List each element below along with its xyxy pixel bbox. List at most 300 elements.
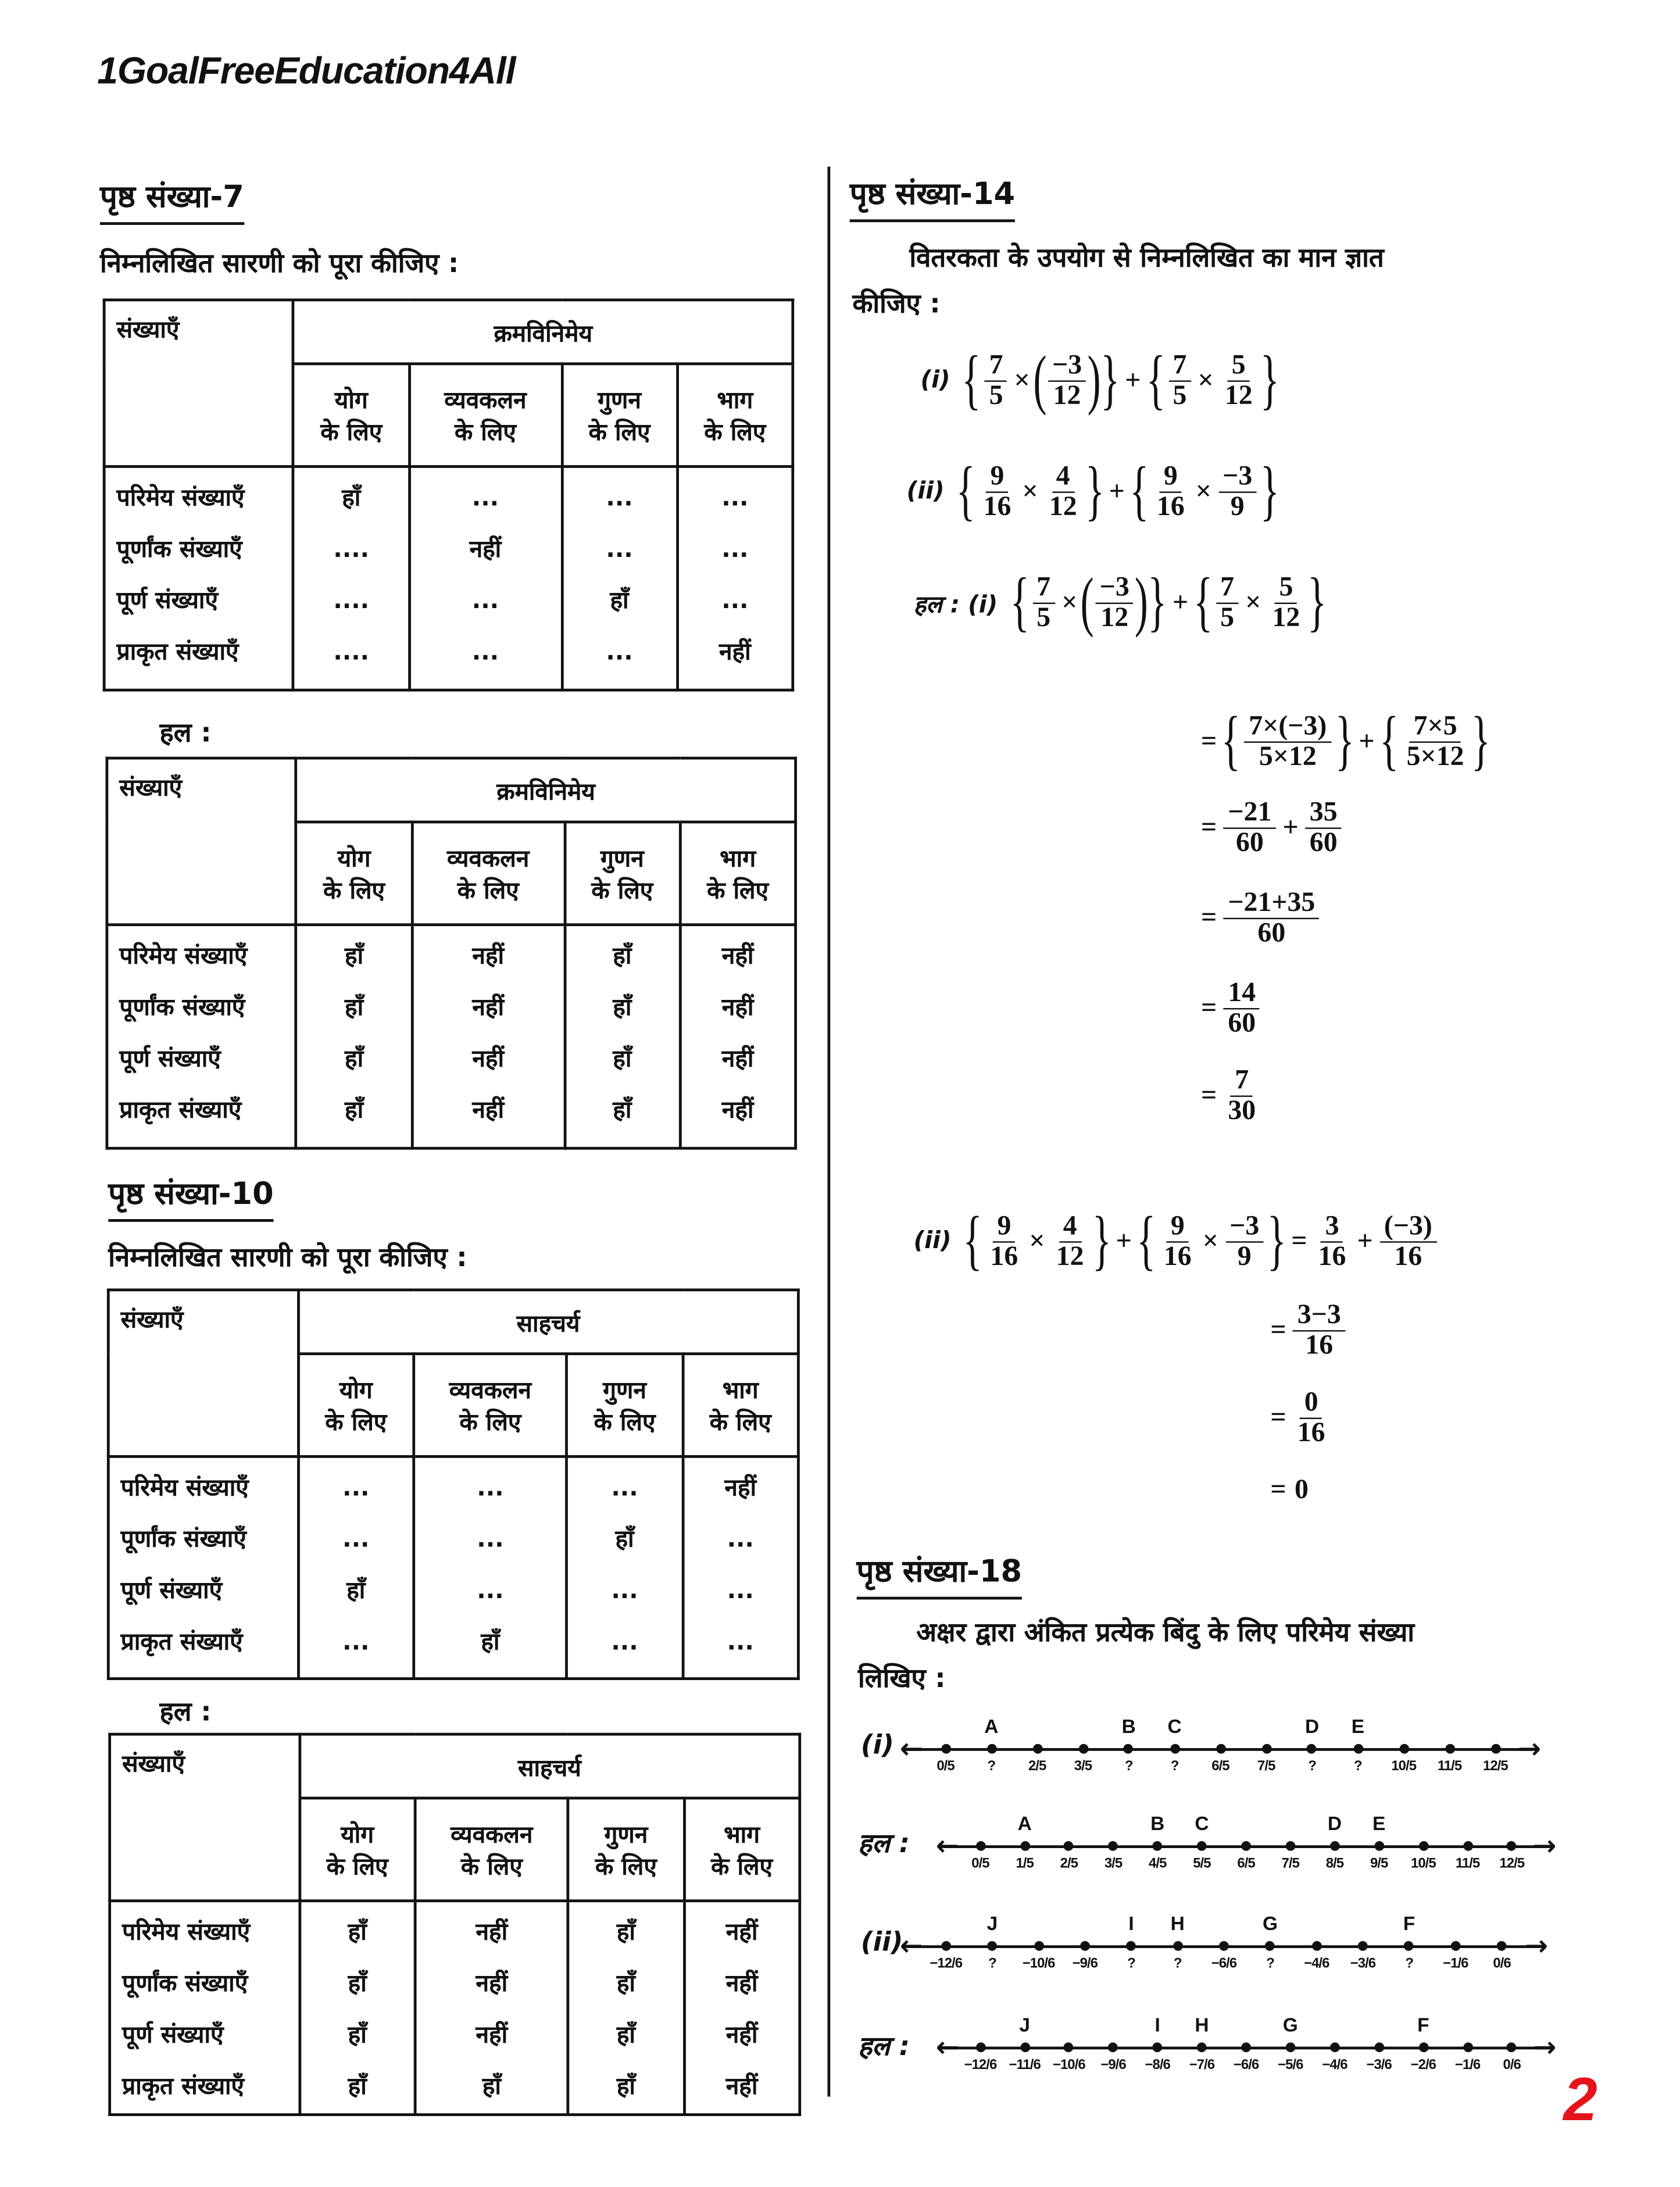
numerator: −21 (1224, 798, 1275, 829)
point-letter: H (1170, 1911, 1185, 1935)
table-header-row (110, 1734, 800, 1798)
table-body-row (107, 925, 796, 1149)
table-cell: हाँ (348, 1918, 367, 1947)
fraction (1293, 1388, 1329, 1448)
fraction (1224, 798, 1275, 858)
column-header-line: के लिए (323, 877, 385, 906)
point-dot-icon (1450, 1941, 1460, 1951)
point-letter: G (1282, 2013, 1298, 2036)
table-cell: प्राकृत संख्याएँ (119, 1096, 242, 1125)
table-cell: हाँ (613, 994, 632, 1022)
point-value: 7/5 (1281, 1856, 1299, 1872)
denominator: 5 (1173, 380, 1187, 410)
column-header-line: के लिए (454, 419, 516, 448)
table-cell: नहीं (721, 1096, 754, 1125)
operator: + (1125, 364, 1141, 395)
table-column-header (414, 1354, 567, 1457)
arrow-left-icon: ← (935, 1828, 959, 1862)
numerator: 7 (985, 351, 1007, 381)
table-cell: नहीं (472, 942, 505, 971)
expression-label: हल : (i) (913, 591, 998, 619)
bracket: ) (1088, 342, 1102, 417)
point-dot-icon (1463, 2042, 1472, 2052)
table-column-cells (298, 1456, 414, 1678)
point-value: −5/6 (1278, 2057, 1303, 2073)
point-letter: G (1263, 1911, 1278, 1935)
point-dot-icon (975, 1841, 985, 1851)
table-cell: प्राकृत संख्याएँ (120, 1628, 243, 1657)
section-7-question-table (103, 299, 794, 692)
operator: + (1282, 812, 1299, 843)
point-dot-icon (1307, 1744, 1317, 1754)
point-dot-icon (1445, 1744, 1454, 1754)
bracket: { (1221, 703, 1241, 778)
column-header-line: व्यवकलन (447, 845, 530, 874)
operator: × (1029, 1225, 1045, 1256)
number-line (899, 1714, 1542, 1826)
bracket: { (1146, 342, 1166, 417)
point-dot-icon (1197, 1841, 1207, 1851)
table-column-cells (296, 925, 412, 1149)
point-dot-icon (1490, 1744, 1500, 1754)
operator: = (1291, 1225, 1307, 1256)
column-header-line: योग (341, 1821, 374, 1850)
numerator: 9 (1167, 1212, 1189, 1242)
table-cell: हाँ (616, 2072, 635, 2101)
denominator: 5 (1220, 602, 1235, 632)
point-dot-icon (1463, 1841, 1472, 1851)
denominator: 60 (1257, 917, 1286, 949)
fraction (1403, 712, 1468, 771)
table-cell: हाँ (610, 587, 629, 616)
table-cell: .... (333, 535, 370, 564)
operator: + (1116, 1225, 1132, 1256)
bracket: { (956, 454, 976, 528)
point-letter (1484, 2013, 1540, 2038)
denominator: 5×12 (1259, 741, 1317, 771)
table-cell: हाँ (616, 1970, 635, 1998)
point-value: 5/5 (1193, 1856, 1211, 1872)
numerator: 7 (1216, 573, 1238, 603)
table-header-row (107, 758, 796, 822)
table-cell: हाँ (345, 1045, 364, 1074)
table-cell: परिमेय संख्याएँ (116, 484, 245, 513)
table-cell: प्राकृत संख्याएँ (122, 2072, 244, 2101)
table-cell: नहीं (476, 1970, 508, 1998)
point-dot-icon (1507, 1841, 1517, 1851)
math-expression (1197, 703, 1492, 778)
point-dot-icon (1080, 1941, 1090, 1951)
column-header-line: के लिए (326, 1853, 388, 1882)
expression-label: (i) (920, 366, 950, 395)
table-column-header (296, 822, 412, 925)
point-value: −3/6 (1366, 2057, 1392, 2073)
table-column-cells (562, 467, 677, 691)
table-cell: पूर्ण संख्याएँ (116, 587, 218, 616)
point-dot-icon (1418, 1841, 1428, 1851)
bracket: { (1193, 565, 1213, 639)
table-column-cells (108, 1456, 298, 1678)
table-cell: हाँ (613, 1045, 632, 1074)
arrow-left-icon: ← (899, 1928, 923, 1962)
table-cell: ... (721, 484, 749, 513)
column-header-line: के लिए (595, 1853, 657, 1882)
table-cell: हाँ (348, 2021, 367, 2050)
point-value: −4/6 (1322, 2057, 1347, 2073)
point-value: −8/6 (1145, 2057, 1170, 2073)
column-header-line: भाग (717, 387, 753, 416)
point-dot-icon (1127, 1941, 1136, 1951)
table-cell: पूर्णांक संख्याएँ (119, 994, 245, 1022)
point-value: ? (1308, 1759, 1316, 1775)
point-value: ? (987, 1759, 996, 1775)
point-value: ? (1124, 1759, 1133, 1775)
bracket: ) (1135, 565, 1149, 639)
table-column-header (415, 1798, 568, 1901)
point-dot-icon (1330, 2042, 1340, 2052)
point-dot-icon (1216, 1744, 1225, 1754)
point-value: −10/6 (1022, 1956, 1055, 1972)
denominator: 16 (1318, 1241, 1346, 1271)
section-10-solution-label: हल : (159, 1696, 212, 1728)
column-header-line: के लिए (460, 1853, 523, 1882)
table-cell: नहीं (472, 994, 505, 1022)
point-value: −1/6 (1443, 1956, 1468, 1972)
point-dot-icon (1311, 1941, 1321, 1951)
numerator: 9 (986, 462, 1008, 492)
table-corner-cell: संख्याएँ (110, 1734, 299, 1901)
math-expression (1197, 979, 1263, 1039)
point-letter: E (1351, 1714, 1365, 1737)
table-cell: नहीं (469, 535, 502, 564)
table-cell: ... (721, 587, 749, 616)
point-value: ? (1266, 1956, 1274, 1972)
point-value: 0/6 (1493, 1956, 1511, 1972)
point-letter: E (1372, 1811, 1386, 1835)
point-dot-icon (1064, 2042, 1074, 2052)
bracket: } (1260, 454, 1279, 528)
numerator: 0 (1300, 1388, 1322, 1419)
point-value: 2/5 (1060, 1856, 1078, 1872)
operator: × (1198, 364, 1214, 395)
table-cell: नहीं (719, 638, 751, 667)
numerator: −21+35 (1224, 889, 1319, 920)
section-10-answer-table (108, 1733, 801, 2116)
table-column-header (564, 822, 680, 925)
column-header-line: योग (334, 387, 368, 416)
fraction (1225, 1212, 1263, 1271)
expression-label: (ii) (906, 477, 945, 506)
operator: + (1172, 587, 1189, 617)
table-cell: हाँ (613, 942, 632, 971)
operator: = (1270, 1314, 1286, 1346)
section-14-heading: पृष्ठ संख्या-14 (850, 172, 1015, 222)
point-dot-icon (1507, 2042, 1517, 2052)
numerator: (−3) (1380, 1212, 1436, 1242)
fraction (979, 462, 1015, 521)
point-value: −6/6 (1233, 2057, 1259, 2073)
point-value: 10/5 (1391, 1759, 1417, 1775)
table-cell: ... (606, 535, 633, 564)
denominator: 12 (1100, 602, 1129, 632)
bracket: } (1091, 1203, 1111, 1278)
arrow-left-icon: ← (899, 1731, 923, 1765)
math-expression (1197, 1066, 1263, 1126)
table-cell: ... (727, 1525, 754, 1554)
fraction (1095, 573, 1133, 632)
table-cell: नहीं (725, 2021, 758, 2050)
math-expression (1266, 1388, 1332, 1448)
table-column-cells (684, 1901, 799, 2115)
table-header-row (104, 300, 793, 364)
denominator: 16 (983, 491, 1011, 521)
operator: = (1270, 1474, 1286, 1506)
denominator: 12 (1053, 380, 1081, 410)
arrow-left-icon: ← (935, 2029, 959, 2064)
fraction (1048, 351, 1086, 410)
number-line-label: हल : (858, 2031, 910, 2062)
denominator: 16 (1305, 1330, 1334, 1361)
column-header-line: भाग (720, 845, 756, 874)
point-dot-icon (1497, 1941, 1507, 1951)
bracket: } (1334, 703, 1354, 778)
math-expression (1266, 1301, 1347, 1361)
table-column-cells (682, 1456, 798, 1678)
table-cell: नहीं (472, 1096, 505, 1125)
operator: = (1200, 1080, 1217, 1111)
denominator: 60 (1228, 1008, 1256, 1039)
point-letter: H (1195, 2013, 1209, 2036)
table-body-row (104, 467, 793, 691)
table-cell: हाँ (345, 942, 364, 971)
point-dot-icon (1374, 2042, 1384, 2052)
point-letter: F (1403, 1911, 1416, 1935)
fraction (1306, 798, 1342, 858)
table-cell: नहीं (721, 994, 754, 1022)
numerator: −3 (1225, 1212, 1263, 1242)
point-dot-icon (1197, 2042, 1207, 2052)
math-expression (902, 454, 1280, 528)
numerator: 9 (993, 1212, 1015, 1242)
point-value: 6/5 (1211, 1759, 1229, 1775)
point-dot-icon (1399, 1744, 1409, 1754)
point-dot-icon (1261, 1744, 1271, 1754)
table-column-cells (299, 1901, 415, 2115)
point-dot-icon (1241, 2042, 1251, 2052)
table-cell: नहीं (724, 1474, 757, 1503)
numerator: 4 (1052, 462, 1074, 492)
point-letter: I (1128, 1911, 1134, 1935)
denominator: 12 (1056, 1241, 1084, 1271)
fraction (1153, 462, 1189, 521)
number-line-point (1474, 1912, 1530, 1973)
point-value: 7/5 (1257, 1759, 1275, 1775)
point-value: ? (1405, 1956, 1413, 1972)
point-letter: B (1121, 1714, 1136, 1737)
column-header-line: व्यवकलन (451, 1821, 533, 1850)
table-column-cells (567, 1456, 682, 1678)
table-corner-cell: संख्याएँ (104, 300, 294, 467)
point-dot-icon (1358, 1941, 1368, 1951)
point-value: −12/6 (930, 1956, 963, 1972)
table-column-header (562, 364, 677, 467)
table-column-cells (107, 925, 296, 1149)
bracket: } (1267, 1203, 1286, 1278)
operator: = (1200, 725, 1217, 756)
table-column-header (294, 364, 409, 467)
table-cell: पूर्ण संख्याएँ (119, 1045, 221, 1074)
operator: = (1200, 812, 1217, 843)
point-letter (1484, 1812, 1540, 1837)
table-column-header (409, 364, 562, 467)
table-cell: ... (471, 587, 499, 616)
fraction (1268, 573, 1304, 632)
point-value: ? (1127, 1956, 1135, 1972)
table-cell: नहीं (472, 1045, 505, 1074)
table-body-row (108, 1456, 798, 1678)
number-line-label: हल : (858, 1828, 910, 1860)
section-7-instruction: निम्नलिखित सारणी को पूरा कीजिए : (99, 248, 459, 280)
point-dot-icon (1219, 1941, 1229, 1951)
fraction (1224, 889, 1319, 949)
table-cell: हाँ (348, 1970, 367, 1998)
point-dot-icon (975, 2042, 985, 2052)
brand-watermark: 1GoalFreeEducation4All (97, 49, 516, 92)
numerator: 5 (1275, 573, 1297, 603)
table-cell: ... (721, 535, 749, 564)
column-header-line: के लिए (709, 1409, 771, 1438)
fraction (1218, 462, 1256, 521)
denominator: 16 (1156, 491, 1185, 521)
number-line-label: (ii) (860, 1927, 903, 1958)
arrow-right-icon: → (1533, 2029, 1557, 2064)
point-letter: B (1150, 1811, 1165, 1835)
table-column-header (412, 822, 564, 925)
section-10-heading: पृष्ठ संख्या-10 (108, 1172, 273, 1222)
point-dot-icon (1353, 1744, 1363, 1754)
bracket: } (1260, 342, 1280, 417)
operator: × (1195, 476, 1212, 506)
table-cell: पूर्णांक संख्याएँ (120, 1525, 246, 1554)
table-cell: नहीं (721, 942, 754, 971)
bracket: } (1100, 342, 1120, 417)
point-letter: J (1019, 2013, 1030, 2036)
table-cell: ... (477, 1525, 504, 1554)
table-cell: हाँ (616, 2021, 635, 2050)
denominator: 16 (990, 1241, 1018, 1271)
numerator: 3 (1321, 1212, 1343, 1242)
point-dot-icon (1170, 1744, 1179, 1754)
point-dot-icon (1374, 1841, 1384, 1851)
column-header-line: के लिए (591, 877, 653, 906)
table-column-cells (564, 925, 680, 1149)
fraction (1032, 573, 1055, 632)
fraction (985, 351, 1007, 410)
arrow-right-icon: → (1525, 1928, 1549, 1962)
table-cell: परिमेय संख्याएँ (122, 1918, 251, 1947)
point-dot-icon (1153, 1841, 1163, 1851)
point-letter: J (986, 1911, 998, 1935)
column-header-line: भाग (722, 1377, 759, 1406)
numerator: 7 (1168, 351, 1191, 381)
table-group-header: क्रमविनिमेय (294, 300, 793, 364)
point-letter (1468, 1715, 1524, 1740)
expression-label: (ii) (913, 1227, 952, 1256)
point-dot-icon (1078, 1744, 1088, 1754)
denominator: 5 (989, 380, 1003, 410)
point-dot-icon (1020, 1841, 1030, 1851)
point-value: ? (1354, 1759, 1362, 1775)
bracket: { (963, 1203, 983, 1278)
table-cell: परिमेय संख्याएँ (120, 1474, 249, 1503)
operator: + (1357, 1225, 1373, 1256)
column-header-line: गुणन (603, 1377, 646, 1406)
numerator: 5 (1228, 351, 1250, 381)
operator: × (1022, 476, 1038, 506)
bracket: { (1129, 454, 1149, 528)
point-dot-icon (1032, 1744, 1042, 1754)
table-column-header (680, 822, 796, 925)
section-7-heading: पृष्ठ संख्या-7 (100, 175, 244, 225)
operator: = (1200, 902, 1217, 934)
table-cell: हाँ (342, 484, 361, 513)
table-cell: ... (342, 1628, 370, 1657)
table-cell: हाँ (481, 1628, 500, 1657)
point-dot-icon (1109, 2042, 1118, 2052)
column-header-line: के लिए (320, 419, 383, 448)
point-dot-icon (1020, 2042, 1030, 2052)
denominator: 16 (1394, 1241, 1422, 1271)
bracket: } (1148, 565, 1168, 639)
point-value: −10/6 (1052, 2057, 1085, 2073)
point-value: ? (1170, 1759, 1179, 1775)
fraction (986, 1212, 1022, 1271)
numerator: −3 (1218, 462, 1256, 492)
table-cell: हाँ (346, 1577, 366, 1606)
point-value: ? (1173, 1956, 1182, 1972)
fraction (1160, 1212, 1196, 1271)
fraction (1216, 573, 1238, 632)
table-cell: परिमेय संख्याएँ (119, 942, 248, 971)
table-column-header (677, 364, 793, 467)
table-column-header (567, 1354, 682, 1457)
operator: × (1245, 587, 1261, 617)
math-expression (1266, 1475, 1313, 1507)
denominator: 60 (1309, 827, 1338, 859)
column-header-line: के लिए (588, 419, 650, 448)
denominator: 60 (1235, 827, 1264, 859)
fraction (1245, 712, 1331, 771)
point-dot-icon (1285, 2042, 1295, 2052)
bracket: { (1136, 1203, 1156, 1278)
fraction (1293, 1301, 1345, 1361)
fraction (1224, 1066, 1260, 1126)
column-header-line: के लिए (459, 1409, 521, 1438)
number-line-point (1484, 2013, 1540, 2074)
table-group-header: क्रमविनिमेय (296, 758, 796, 822)
point-value: 12/5 (1482, 1759, 1508, 1775)
page-number: 2 (1563, 2066, 1597, 2135)
point-dot-icon (1124, 1744, 1134, 1754)
table-column-cells (412, 925, 564, 1149)
denominator: 5×12 (1406, 741, 1464, 771)
point-letter: A (1017, 1811, 1032, 1835)
fraction (1221, 351, 1257, 410)
point-value: 1/5 (1016, 1856, 1034, 1872)
table-column-cells (110, 1901, 299, 2115)
table-cell: हाँ (348, 2072, 367, 2101)
point-value: −3/6 (1350, 1956, 1376, 1972)
